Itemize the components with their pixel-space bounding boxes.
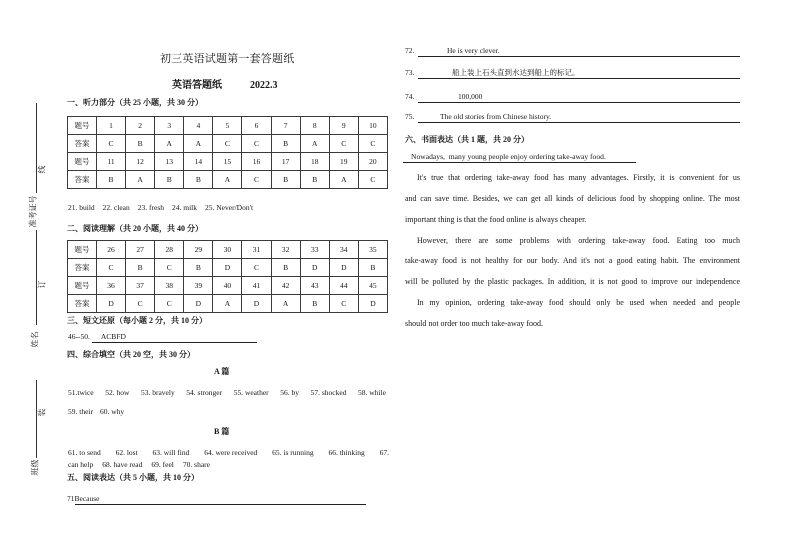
essay-line: In my opinion, ordering take-away food should only be used when needed and people [417,298,740,307]
question-number-cell: 36 [97,277,126,295]
sentence-restore-label: 46--50. [68,332,90,341]
answer-cell: D [300,259,329,277]
fill-answer-item: 55. weather [233,388,269,397]
answer-cell: B [300,295,329,313]
question-number-cell: 42 [271,277,300,295]
answer-number: 72. [405,46,415,55]
section-heading-cloze: 四、综合填空（共 20 空，共 30 分） [67,350,195,359]
answer-cell: B [300,171,329,189]
answer-row [68,135,388,153]
section-heading-writing: 六、书面表达（共 1 题，共 20 分） [405,135,529,144]
answer-number: 75. [405,112,415,121]
fill-answer-item: 24. milk [172,203,198,212]
answer-text: Because [75,494,366,505]
question-number-cell: 9 [329,117,358,135]
answer-row [68,295,388,313]
question-number-cell: 8 [300,117,329,135]
fill-answer-item: 70. share [182,460,210,469]
section-heading-sentence-restore: 三、短文还原（每小题 2 分，共 10 分） [67,316,207,325]
fill-answer-item: 56. by [280,388,299,397]
passage-a-answers-line-2 [68,407,124,417]
answer-cell: A [213,171,242,189]
essay-line: should not order too much take-away food. [405,319,543,328]
answer-row [68,259,388,277]
sentence-restore-answer: ACBFD [92,332,257,343]
question-number-row [68,241,388,259]
question-number-cell: 29 [184,241,213,259]
question-number-cell: 11 [97,153,126,171]
answer-row [68,171,388,189]
answer-72 [405,46,740,57]
binding-mark: 订 [37,280,47,289]
fill-answer-item: 59. their [68,407,93,416]
question-number-cell: 14 [184,153,213,171]
fill-answer-item: 52. how [105,388,130,397]
row-header-cell: 答案 [68,171,97,189]
essay-line: However, there are some problems with ordering take-away food. Eating too much [417,236,740,245]
answer-cell: B [126,259,155,277]
answer-cell: D [358,295,387,313]
answer-cell: C [155,295,184,313]
question-number-row [68,277,388,295]
answer-cell: A [300,135,329,153]
answer-cell: A [271,295,300,313]
sheet-date: 2022.3 [250,80,278,91]
question-number-cell: 19 [329,153,358,171]
fill-answer-item: 67. [379,448,389,457]
answer-cell: B [184,171,213,189]
question-number-cell: 16 [242,153,271,171]
sheet-subtitle: 英语答题纸 [172,80,222,91]
answer-number: 71 [67,494,75,503]
answer-cell: D [184,295,213,313]
answer-cell: C [97,259,126,277]
passage-a-label: A 篇 [214,367,230,376]
question-number-cell: 4 [184,117,213,135]
question-number-cell: 1 [97,117,126,135]
question-number-cell: 17 [271,153,300,171]
section-heading-listening: 一、听力部分（共 25 小题，共 30 分） [67,98,203,107]
passage-b-label: B 篇 [214,427,230,436]
answer-cell: B [97,171,126,189]
question-number-cell: 45 [358,277,387,295]
essay-line: will be polluted by the plastic packages. In addition, it is not good to improve our independence [405,277,740,286]
answer-cell: A [184,135,213,153]
question-number-cell: 41 [242,277,271,295]
question-number-row [68,117,388,135]
answer-cell: C [242,135,271,153]
answer-cell: C [213,135,242,153]
fill-answer-item: 53. bravely [140,388,175,397]
answer-text: The old stories from Chinese history. [418,112,740,123]
answer-cell: C [329,295,358,313]
question-number-cell: 20 [358,153,387,171]
question-number-cell: 40 [213,277,242,295]
answer-cell: C [329,135,358,153]
margin-line [36,103,37,193]
fill-answer-item: 64. were received [204,448,258,457]
question-number-row [68,153,388,171]
exam-number-label: 准考证号 [28,195,38,228]
essay-line: and can save time. Besides, we can get all kinds of delicious food by shopping online. The most [405,194,740,203]
class-label: 班级 [30,459,40,476]
essay-line: It's true that ordering take-away food has many advantages. Firstly, it is convenient for us [417,173,740,182]
answer-cell: A [155,135,184,153]
answer-text: 船上装上石头直到水达到船上的标记。 [418,68,740,79]
fill-answer-item: 62. lost [115,448,138,457]
fill-answer-item: 69. feel [151,460,174,469]
answer-text: He is very clever. [418,46,740,57]
fill-answer-item: 68. have read [102,460,143,469]
question-number-cell: 27 [126,241,155,259]
passage-b-answers-line-1 [68,448,389,458]
question-number-cell: 35 [358,241,387,259]
reading-answer-table [67,240,388,313]
question-number-cell: 44 [329,277,358,295]
fill-answer-item: 22. clean [102,203,130,212]
listening-answer-table [67,116,388,189]
name-label: 姓名 [30,331,40,348]
answer-cell: C [242,171,271,189]
answer-cell: A [126,171,155,189]
answer-cell: B [358,259,387,277]
fill-answer-item: 54. stronger [186,388,223,397]
question-number-cell: 32 [271,241,300,259]
row-header-cell: 题号 [68,241,97,259]
question-number-cell: 15 [213,153,242,171]
answer-cell: A [213,295,242,313]
answer-cell: B [271,171,300,189]
answer-cell: C [358,171,387,189]
fill-answer-item: 57. shocked [310,388,347,397]
question-number-cell: 31 [242,241,271,259]
question-number-cell: 33 [300,241,329,259]
margin-line [36,230,37,325]
seal-mark: 装 [37,408,47,417]
margin-line [36,380,37,458]
answer-cell: B [126,135,155,153]
question-number-cell: 34 [329,241,358,259]
answer-text: 100,000 [418,92,740,103]
page-title: 初三英语试题第一套答题纸 [160,53,295,65]
passage-b-answers-line-2 [68,460,210,470]
fill-answer-item: 58. while [357,388,386,397]
answer-cell: C [97,135,126,153]
question-number-cell: 43 [300,277,329,295]
section-heading-reading-expression: 五、阅读表达（共 5 小题，共 10 分） [67,473,199,482]
answer-cell: D [213,259,242,277]
answer-cell: B [155,171,184,189]
row-header-cell: 题号 [68,117,97,135]
question-number-cell: 3 [155,117,184,135]
passage-a-answers-line-1 [68,388,386,398]
answer-cell: D [242,295,271,313]
question-number-cell: 2 [126,117,155,135]
fill-answer-item: 51.twice [68,388,94,397]
answer-cell: C [126,295,155,313]
question-number-cell: 10 [358,117,387,135]
question-number-cell: 13 [155,153,184,171]
answer-71 [67,494,366,505]
answer-cell: D [97,295,126,313]
row-header-cell: 答案 [68,295,97,313]
fill-answer-item: 66. thinking [328,448,365,457]
question-number-cell: 18 [300,153,329,171]
row-header-cell: 答案 [68,259,97,277]
answer-cell: B [184,259,213,277]
fill-answer-item: 63. will find [152,448,190,457]
answer-number: 74. [405,92,415,101]
question-number-cell: 28 [155,241,184,259]
fill-answer-item: 23. fresh [137,203,164,212]
section-heading-reading: 二、阅读理解（共 20 小题，共 40 分） [67,224,203,233]
fill-answer-item: 25. Never/Don't [205,203,254,212]
answer-cell: A [329,171,358,189]
fill-answer-item: 65. is running [272,448,314,457]
row-header-cell: 题号 [68,277,97,295]
question-number-cell: 7 [271,117,300,135]
answer-cell: C [242,259,271,277]
question-number-cell: 5 [213,117,242,135]
essay-line: take-away food is not healthy for our body. And it's not a good eating habit. The environment [405,256,740,265]
question-number-cell: 38 [155,277,184,295]
answer-cell: B [271,135,300,153]
answer-cell: C [358,135,387,153]
answer-cell: D [329,259,358,277]
fill-answer-item: 60. why [100,407,125,416]
essay-line: important thing is that the food online is always cheaper. [405,215,587,224]
answer-75 [405,112,740,123]
row-header-cell: 题号 [68,153,97,171]
question-number-cell: 12 [126,153,155,171]
binding-line-mark: 线 [37,165,47,174]
essay-opening-line: Nowadays, many young people enjoy ordering take-away food. [403,152,636,163]
listening-fill-answers [68,203,253,213]
fill-answer-item: 61. to send [68,448,101,457]
answer-74 [405,92,740,103]
answer-cell: B [271,259,300,277]
row-header-cell: 答案 [68,135,97,153]
sentence-restore-answer-line [68,332,257,343]
answer-number: 73. [405,68,415,77]
question-number-cell: 37 [126,277,155,295]
answer-73 [405,68,740,79]
fill-answer-item: 21. build [68,203,95,212]
question-number-cell: 26 [97,241,126,259]
answer-cell: C [155,259,184,277]
question-number-cell: 30 [213,241,242,259]
fill-answer-item: can help [68,460,94,469]
question-number-cell: 6 [242,117,271,135]
question-number-cell: 39 [184,277,213,295]
